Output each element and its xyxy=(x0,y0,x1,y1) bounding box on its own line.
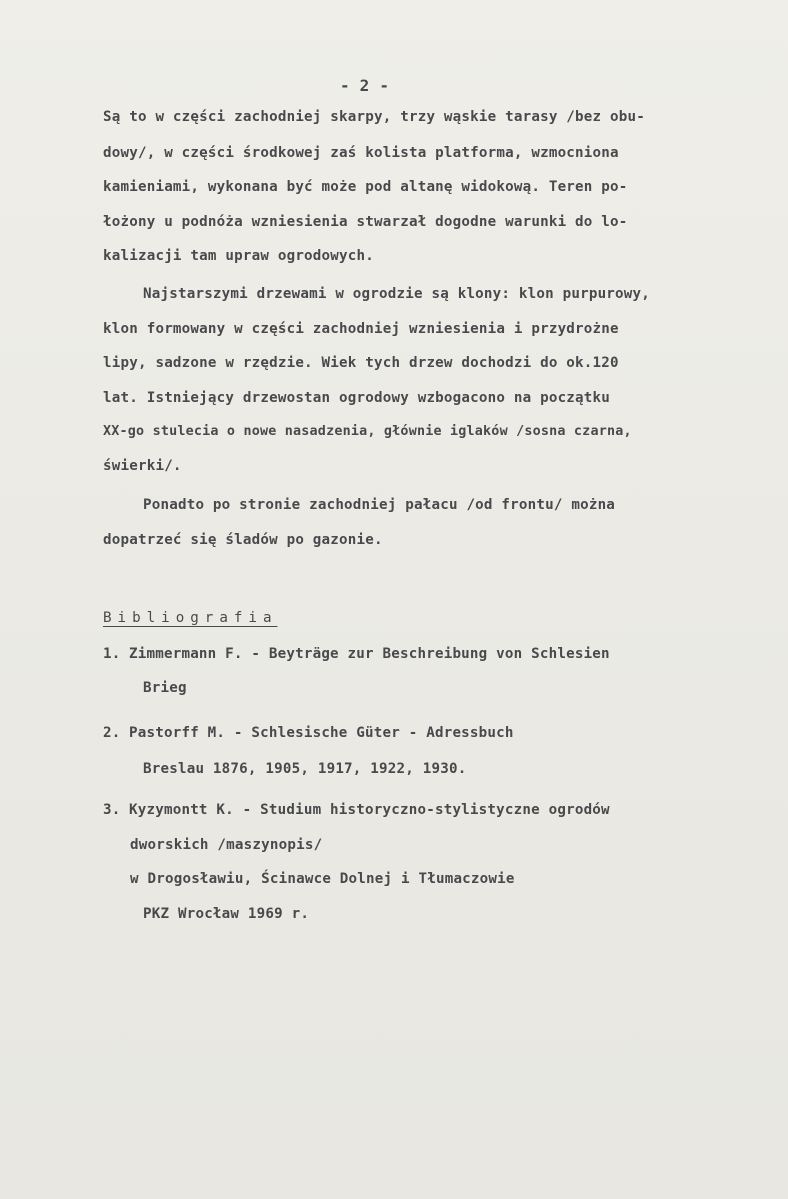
paragraph-2-line-5: XX-go stulecia o nowe nasadzenia, głównie iglaków /sosna czarna, xyxy=(103,424,632,439)
paragraph-2-line-6: świerki/. xyxy=(103,458,182,474)
bibliography-entry-1 xyxy=(103,645,610,663)
paragraph-1-line-1: Są to w części zachodniej skarpy, trzy wąskie tarasy /bez obu- xyxy=(103,109,645,125)
paragraph-3-line-2: dopatrzeć się śladów po gazonie. xyxy=(103,532,383,548)
bibliography-entry-1-number: 1. xyxy=(103,646,121,662)
bibliography-entry-3 xyxy=(103,801,610,819)
paragraph-2-line-4: lat. Istniejący drzewostan ogrodowy wzbogacono na początku xyxy=(103,390,611,406)
bibliography-entry-1-line-2: Brieg xyxy=(143,680,187,696)
paragraph-1-line-3: kamieniami, wykonana być może pod altanę widokową. Teren po- xyxy=(103,179,628,195)
bibliography-entry-2-line-1: Pastorff M. - Schlesische Güter - Adressbuch xyxy=(129,725,514,741)
bibliography-entry-2-line-2: Breslau 1876, 1905, 1917, 1922, 1930. xyxy=(143,761,467,777)
paragraph-1-line-4: łożony u podnóża wzniesienia stwarzał dogodne warunki do lo- xyxy=(103,214,628,230)
paragraph-1-line-2: dowy/, w części środkowej zaś kolista platforma, wzmocniona xyxy=(103,145,619,161)
bibliography-entry-3-line-4: PKZ Wrocław 1969 r. xyxy=(143,906,310,922)
paragraph-2-line-2: klon formowany w części zachodniej wzniesienia i przydrożne xyxy=(103,321,619,337)
paragraph-1-line-5: kalizacji tam upraw ogrodowych. xyxy=(103,248,374,264)
bibliography-entry-2 xyxy=(103,724,514,742)
bibliography-entry-3-line-1: Kyzymontt K. - Studium historyczno-stylistyczne ogrodów xyxy=(129,802,610,818)
bibliography-entry-1-line-1: Zimmermann F. - Beyträge zur Beschreibung von Schlesien xyxy=(129,646,610,662)
bibliography-heading: Bibliografia xyxy=(103,610,278,626)
paragraph-2-line-3: lipy, sadzone w rzędzie. Wiek tych drzew dochodzi do ok.120 xyxy=(103,355,619,371)
bibliography-entry-3-line-2: dworskich /maszynopis/ xyxy=(130,837,323,853)
bibliography-entry-3-number: 3. xyxy=(103,802,121,818)
paragraph-3-line-1: Ponadto po stronie zachodniej pałacu /od frontu/ można xyxy=(143,497,616,513)
page-number: - 2 - xyxy=(340,76,390,95)
bibliography-entry-3-line-3: w Drogosławiu, Ścinawce Dolnej i Tłumaczowie xyxy=(130,871,515,887)
bibliography-entry-2-number: 2. xyxy=(103,725,121,741)
paragraph-2-line-1: Najstarszymi drzewami w ogrodzie są klony: klon purpurowy, xyxy=(143,286,651,302)
